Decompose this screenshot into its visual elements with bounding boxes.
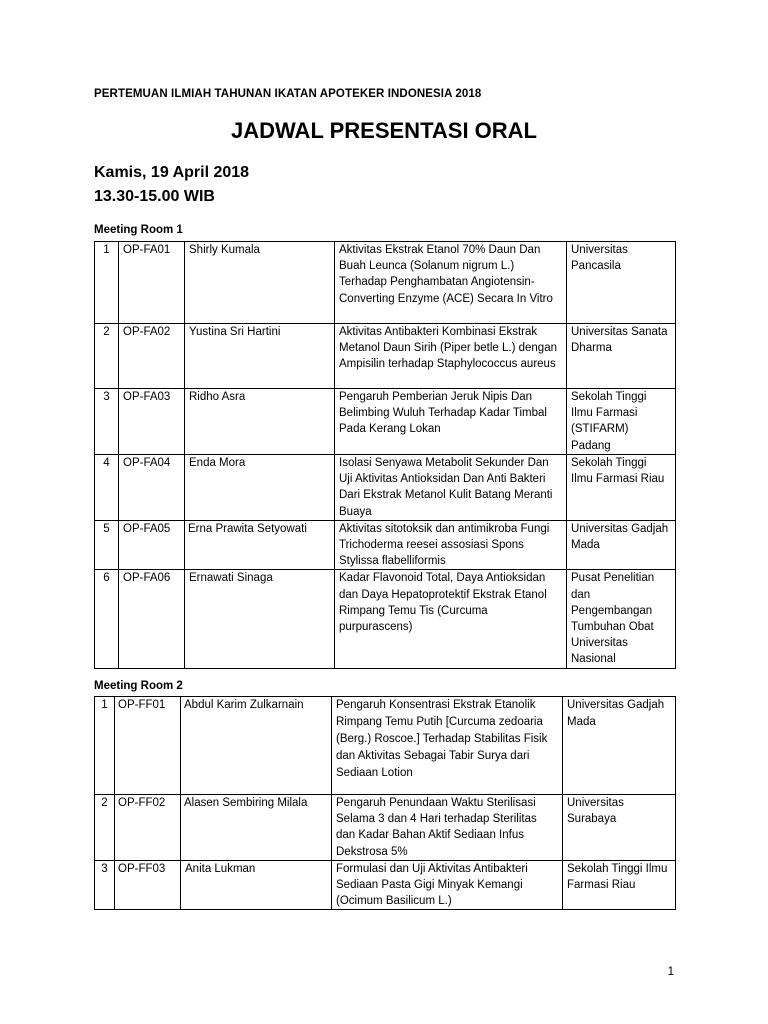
- institution: Universitas Gadjah Mada: [563, 697, 676, 795]
- table-row: [95, 520, 676, 570]
- row-number: 1: [95, 242, 119, 324]
- presentation-title: Pengaruh Pemberian Jeruk Nipis Dan Belimbing Wuluh Terhadap Kadar Timbal Pada Kerang Lokan: [335, 389, 567, 455]
- meeting-room-1-table: [94, 241, 676, 669]
- presentation-title: Pengaruh Penundaan Waktu Sterilisasi Selama 3 dan 4 Hari terhadap Sterilitas dan Kadar Bahan Aktif Sediaan Infus Dekstrosa 5%: [332, 795, 563, 861]
- institution: Universitas Surabaya: [563, 795, 676, 861]
- row-number: 1: [95, 697, 115, 795]
- meeting-room-2-label: Meeting Room 2: [94, 680, 183, 692]
- table-row: [95, 860, 676, 910]
- presentation-title: Formulasi dan Uji Aktivitas Antibakteri Sediaan Pasta Gigi Minyak Kemangi (Ocimum Basilicum L.): [332, 860, 563, 910]
- presenter-name: Ernawati Sinaga: [185, 570, 335, 668]
- presenter-name: Anita Lukman: [181, 860, 332, 910]
- row-number: 2: [95, 324, 119, 389]
- table-row: [95, 389, 676, 455]
- presentation-title: Pengaruh Konsentrasi Ekstrak Etanolik Rimpang Temu Putih [Curcuma zedoaria (Berg.) Roscoe.] Terhadap Stabilitas Fisik dan Aktivitas Sebagai Tabir Surya dari Sediaan Lotion: [332, 697, 563, 795]
- institution: Sekolah Tinggi Ilmu Farmasi Riau: [563, 860, 676, 910]
- presentation-code: OP-FF03: [115, 860, 181, 910]
- presentation-title: Isolasi Senyawa Metabolit Sekunder Dan Uji Aktivitas Antioksidan Dan Anti Bakteri Dari Ekstrak Metanol Kulit Batang Meranti Buaya: [335, 455, 567, 521]
- presenter-name: Alasen Sembiring Milala: [181, 795, 332, 861]
- presenter-name: Ridho Asra: [185, 389, 335, 455]
- presentation-title: Aktivitas Ekstrak Etanol 70% Daun Dan Buah Leunca (Solanum nigrum L.) Terhadap Penghambatan Angiotensin-Converting Enzyme (ACE) Secara In Vitro: [335, 242, 567, 324]
- presenter-name: Yustina Sri Hartini: [185, 324, 335, 389]
- meeting-room-1-label: Meeting Room 1: [94, 224, 183, 236]
- institution: Sekolah Tinggi Ilmu Farmasi (STIFARM) Padang: [567, 389, 676, 455]
- presentation-title: Kadar Flavonoid Total, Daya Antioksidan dan Daya Hepatoprotektif Ekstrak Etanol Rimpang Temu Tis (Curcuma purpurascens): [335, 570, 567, 668]
- page-number: 1: [667, 966, 674, 978]
- institution: Universitas Gadjah Mada: [567, 520, 676, 570]
- presentation-code: OP-FA03: [119, 389, 185, 455]
- table-row: [95, 242, 676, 324]
- presentation-code: OP-FA02: [119, 324, 185, 389]
- presentation-title: Aktivitas sitotoksik dan antimikroba Fungi Trichoderma reesei assosiasi Spons Stylissa flabelliformis: [335, 520, 567, 570]
- presentation-code: OP-FA06: [119, 570, 185, 668]
- row-number: 3: [95, 389, 119, 455]
- presentation-code: OP-FF02: [115, 795, 181, 861]
- institution: Universitas Sanata Dharma: [567, 324, 676, 389]
- presenter-name: Erna Prawita Setyowati: [185, 520, 335, 570]
- meeting-room-2-table: [94, 696, 676, 910]
- row-number: 5: [95, 520, 119, 570]
- schedule-date: Kamis, 19 April 2018: [94, 164, 250, 181]
- row-number: 2: [95, 795, 115, 861]
- presenter-name: Shirly Kumala: [185, 242, 335, 324]
- schedule-time: 13.30-15.00 WIB: [94, 188, 215, 205]
- institution: Sekolah Tinggi Ilmu Farmasi Riau: [567, 455, 676, 521]
- presentation-code: OP-FA05: [119, 520, 185, 570]
- row-number: 6: [95, 570, 119, 668]
- table-row: [95, 697, 676, 795]
- row-number: 4: [95, 455, 119, 521]
- table-row: [95, 324, 676, 389]
- conference-header: PERTEMUAN ILMIAH TAHUNAN IKATAN APOTEKER INDONESIA 2018: [94, 88, 482, 100]
- institution: Pusat Penelitian dan Pengembangan Tumbuhan Obat Universitas Nasional: [567, 570, 676, 668]
- row-number: 3: [95, 860, 115, 910]
- institution: Universitas Pancasila: [567, 242, 676, 324]
- presentation-code: OP-FA01: [119, 242, 185, 324]
- presenter-name: Abdul Karim Zulkarnain: [181, 697, 332, 795]
- presentation-title: Aktivitas Antibakteri Kombinasi Ekstrak Metanol Daun Sirih (Piper betle L.) dengan Ampisilin terhadap Staphylococcus aureus: [335, 324, 567, 389]
- page-title: JADWAL PRESENTASI ORAL: [231, 118, 537, 143]
- presentation-code: OP-FF01: [115, 697, 181, 795]
- table-row: [95, 570, 676, 668]
- presentation-code: OP-FA04: [119, 455, 185, 521]
- table-row: [95, 795, 676, 861]
- table-row: [95, 455, 676, 521]
- presenter-name: Enda Mora: [185, 455, 335, 521]
